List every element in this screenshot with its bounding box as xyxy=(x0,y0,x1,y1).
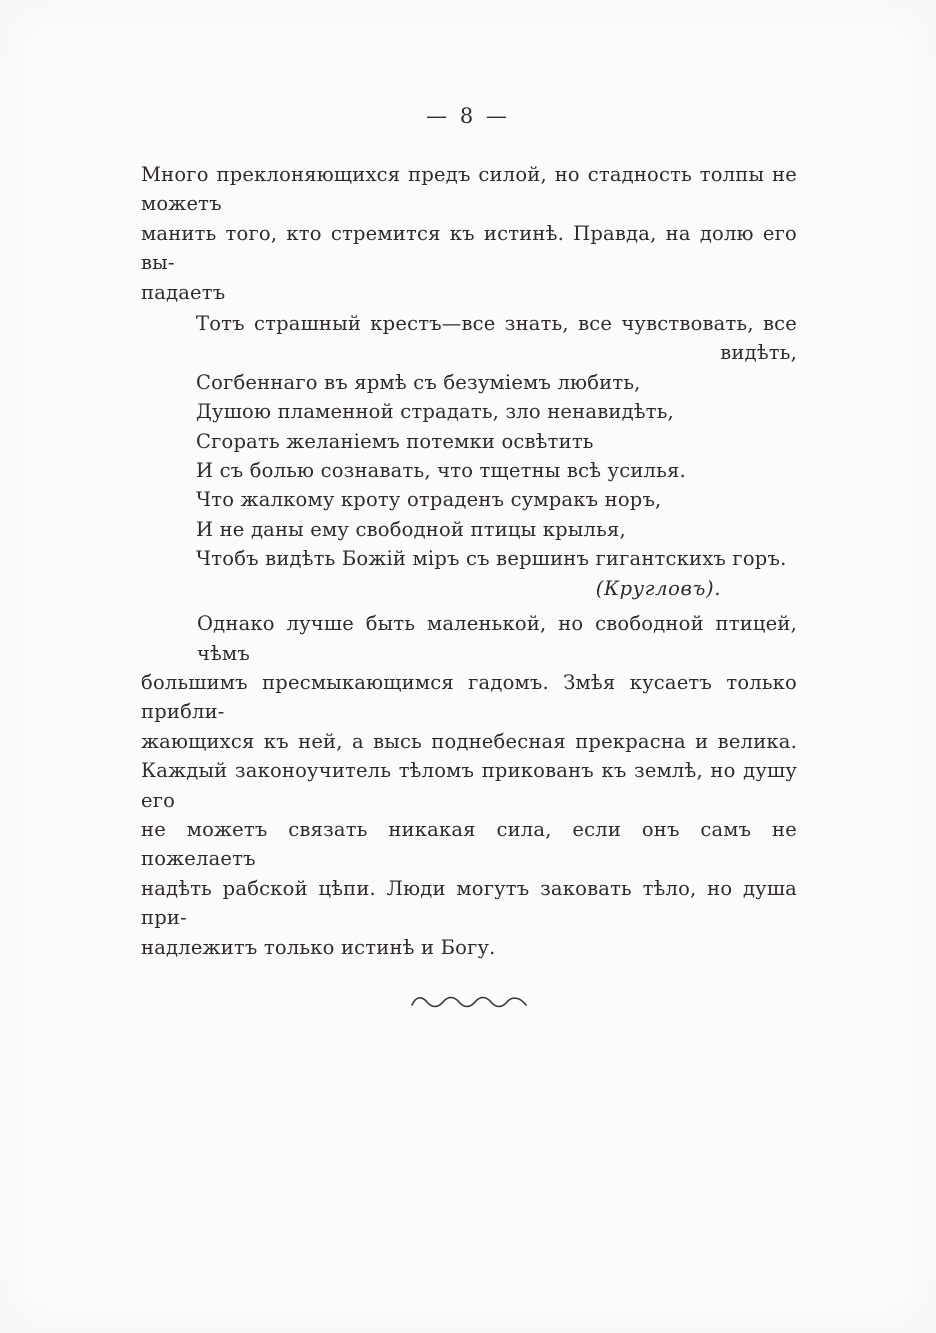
poem-line: Согбеннаго въ ярмѣ съ безуміемъ любить, xyxy=(196,370,641,394)
text-line: жающихся къ ней, а высь поднебесная прекрасна и велика. xyxy=(141,729,797,753)
text-line: Каждый законоучитель тѣломъ прикованъ къ землѣ, но душу его xyxy=(141,759,797,812)
poem-line: Что жалкому кроту отраденъ сумракъ норъ, xyxy=(196,488,662,512)
poem-line: Душою пламенной страдать, зло ненавидѣть, xyxy=(196,400,674,424)
text-line: не можетъ связать никакая сила, если онъ самъ не пожелаетъ xyxy=(141,817,797,871)
paragraph-closing xyxy=(141,609,797,962)
text-line: падаетъ xyxy=(141,280,226,304)
poem-line: И съ болью сознавать, что тщетны всѣ усилья. xyxy=(196,459,686,483)
poem-line-continuation: видѣть, xyxy=(720,341,797,365)
paragraph-intro xyxy=(141,160,797,307)
section-divider xyxy=(141,987,797,1016)
text-line: манить того, кто стремится къ истинѣ. Правда, на долю его вы- xyxy=(141,221,797,275)
text-line: Однако лучше быть маленькой, но свободной птицей, чѣмъ xyxy=(197,612,797,665)
text-line: Много преклоняющихся предъ силой, но стадность толпы не можетъ xyxy=(141,163,797,216)
poem-block xyxy=(196,309,797,603)
text-line: надѣть рабской цѣпи. Люди могутъ заковать тѣло, но душа при- xyxy=(141,876,797,930)
poem-line: Сгорать желаніемъ потемки освѣтить xyxy=(196,429,594,453)
poem-line: Тотъ страшный крестъ—все знать, все чувствовать, все xyxy=(196,312,797,336)
poem-attribution: (Кругловъ). xyxy=(595,576,721,600)
page-content xyxy=(141,160,797,1016)
poem-line: Чтобъ видѣть Божій міръ съ вершинъ гигантскихъ горъ. xyxy=(196,547,787,571)
poem-line: И не даны ему свободной птицы крылья, xyxy=(196,517,626,541)
page-number: — 8 — xyxy=(426,104,510,128)
text-line: надлежитъ только истинѣ и Богу. xyxy=(141,935,496,959)
text-line: большимъ пресмыкающимся гадомъ. Змѣя кусаетъ только прибли- xyxy=(141,670,797,724)
wavy-line-ornament-icon xyxy=(408,990,530,1013)
